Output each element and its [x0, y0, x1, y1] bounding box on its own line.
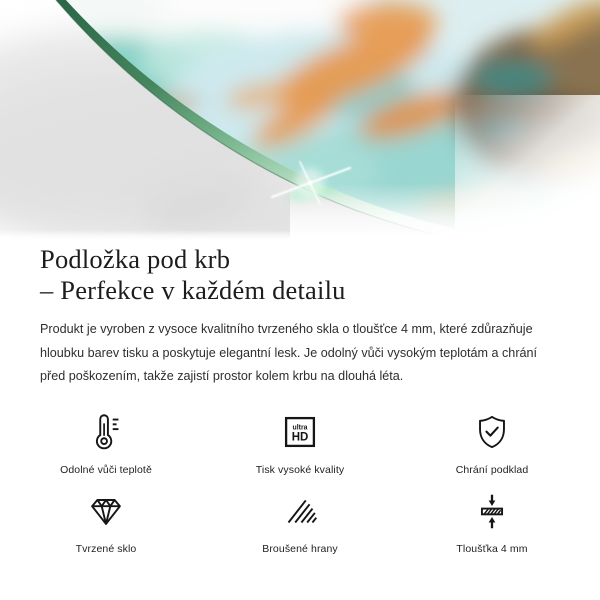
- thermometer-icon: [83, 409, 129, 455]
- page-title: [40, 244, 560, 306]
- product-description: Produkt je vyroben z vysoce kvalitního tvrzeného skla o tloušťce 4 mm, které zdůrazňuje hloubku barev tisku a poskytuje elegantní lesk. Je odolný vůči vysokým teplotám a chrání před poškozením, takže zajistí prostor kolem krbu na dlouhá léta.: [40, 322, 538, 383]
- feature-label: Tisk vysoké kvality: [255, 463, 345, 476]
- feature-heat-resistant: [40, 409, 172, 476]
- product-info-section: [0, 244, 600, 555]
- svg-text:HD: HD: [291, 431, 309, 444]
- feature-label: Odolné vůči teplotě: [60, 463, 152, 476]
- feature-thickness: [428, 488, 556, 555]
- feature-protects-floor: [428, 409, 556, 476]
- beveled-edges-icon: [277, 488, 323, 534]
- feature-label: Tloušťka 4 mm: [456, 542, 528, 555]
- page-title-line1: Podložka pod krb: [40, 244, 231, 274]
- page-title-line2: – Perfekce v každém detailu: [40, 275, 346, 305]
- shield-check-icon: [469, 409, 515, 455]
- feature-label: Chrání podklad: [455, 463, 529, 476]
- feature-label: Broušené hrany: [262, 542, 338, 555]
- thickness-icon: [469, 488, 515, 534]
- feature-label: Tvrzené sklo: [75, 542, 137, 555]
- svg-text:ultra: ultra: [292, 424, 308, 432]
- feature-polished-edges: [172, 488, 428, 555]
- product-image: [0, 0, 600, 240]
- feature-tempered-glass: [40, 488, 172, 555]
- features-grid: [40, 409, 560, 555]
- ultra-hd-icon: [277, 409, 323, 455]
- diamond-icon: [83, 488, 129, 534]
- glass-pad-illustration: [0, 0, 600, 240]
- feature-print-quality: [172, 409, 428, 476]
